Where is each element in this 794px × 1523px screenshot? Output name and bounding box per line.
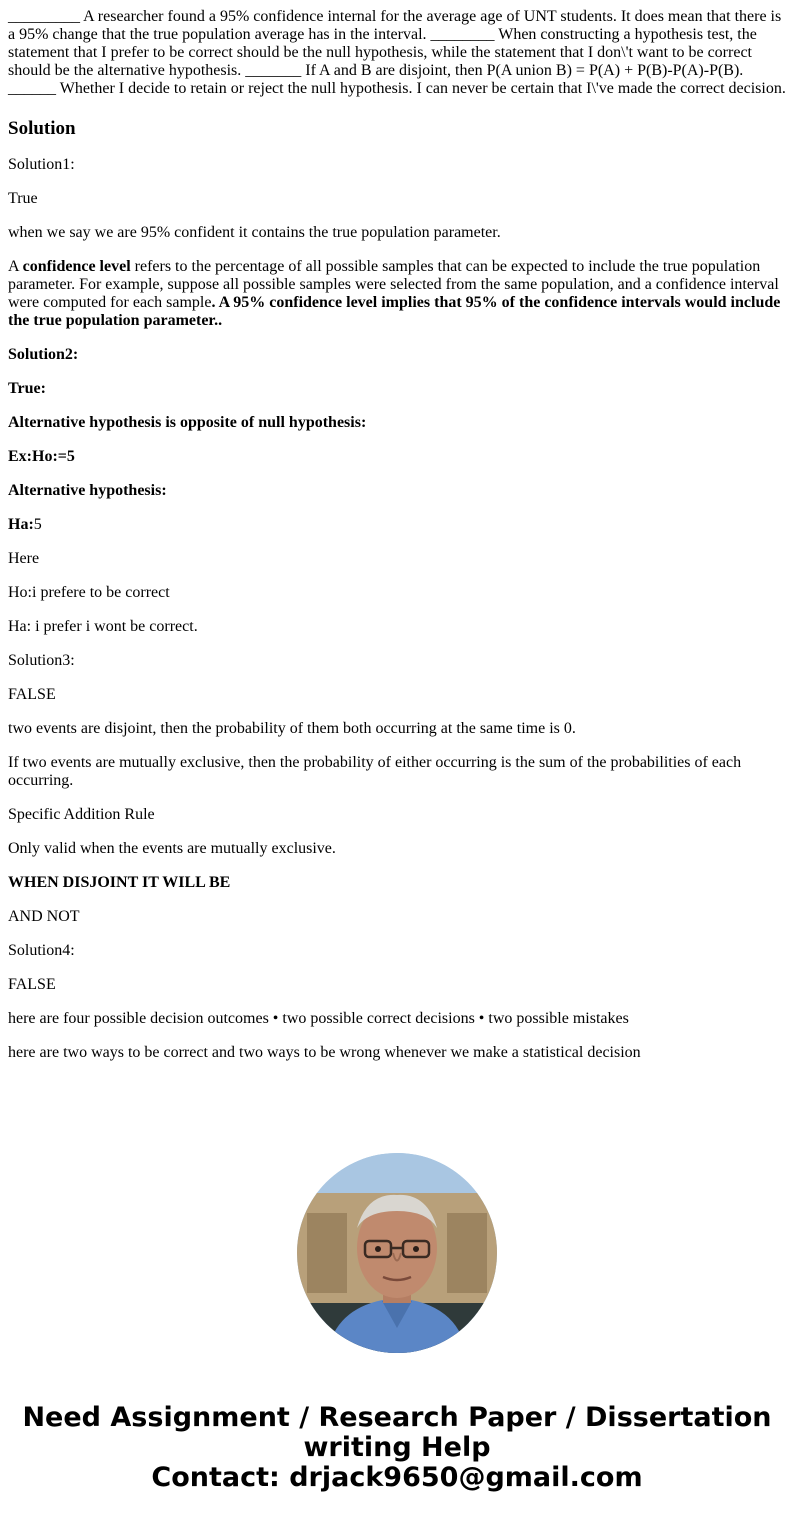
solution2-here: Here: [8, 550, 40, 567]
solution3-line1: two events are disjoint, then the probability of them both occurring at the same time is 0.: [8, 720, 576, 737]
answers-block: [8, 156, 790, 1078]
banner-line2: writing Help: [303, 1432, 491, 1463]
solution2-ho: Ho:i prefere to be correct: [8, 584, 170, 601]
solution2-ex-text: Ex:Ho:=5: [8, 448, 75, 465]
solution2-ha-line: [8, 516, 790, 534]
contact-banner: [0, 1403, 794, 1493]
solution1-para-a: A: [8, 258, 23, 275]
solution2-ha-value: 5: [33, 516, 42, 533]
solution4-verdict: FALSE: [8, 976, 56, 993]
banner-contact: Contact: drjack9650@gmail.com: [151, 1462, 643, 1493]
solution3-rule: Specific Addition Rule: [8, 806, 155, 823]
solution1-para-bold1: confidence level: [22, 258, 131, 275]
solution2-label: [8, 346, 790, 364]
solution3-when-text: WHEN DISJOINT IT WILL BE: [8, 874, 231, 891]
solution2-verdict-text: True:: [8, 380, 46, 397]
solution2-ex: [8, 448, 790, 466]
solution-heading: Solution: [8, 118, 76, 139]
question-text: _________ A researcher found a 95% confidence internal for the average age of UNT students. It does mean that there is a 95% change that the true population average has in the interval. ________ When constructing a hypothesis test, the statement that I prefer to be correct should be the null hypothesis, while the statement that I don\'t want to be correct should be the alternative hypothesis. _______ If A and B are disjoint, then P(A union B) = P(A) + P(B)-P(A)-P(B). ______ Whether I decide to retain or reject the null hypothesis. I can never be certain that I\'ve made the correct decision.: [8, 8, 786, 97]
solution4-line1: here are four possible decision outcomes • two possible correct decisions • two possible mistakes: [8, 1010, 629, 1027]
solution2-verdict: [8, 380, 790, 398]
question-block: [8, 8, 790, 98]
solution2-line1: [8, 414, 790, 432]
solution1-para-bold2: . A 95% confidence level implies that 95% of the confidence intervals would include the true population parameter..: [8, 294, 781, 329]
solution2-line1-text: Alternative hypothesis is opposite of null hypothesis:: [8, 414, 367, 431]
avatar: [297, 1153, 497, 1353]
solution1-label: Solution1:: [8, 156, 75, 173]
solution2-ha-label: Ha:: [8, 516, 34, 533]
solution2-alt: [8, 482, 790, 500]
solution1-line: when we say we are 95% confident it contains the true population parameter.: [8, 224, 501, 241]
solution2-alt-text: Alternative hypothesis:: [8, 482, 167, 499]
solution3-label: Solution3:: [8, 652, 75, 669]
solution4-label: Solution4:: [8, 942, 75, 959]
avatar-portrait-icon: [297, 1153, 497, 1353]
solution3-line2: If two events are mutually exclusive, then the probability of either occurring is the sum of the probabilities of each occurring.: [8, 754, 742, 789]
solution3-andnot: AND NOT: [8, 908, 80, 925]
solution2-ha: Ha: i prefer i wont be correct.: [8, 618, 198, 635]
solution3-verdict: FALSE: [8, 686, 56, 703]
banner-line1: Need Assignment / Research Paper / Dissertation: [22, 1402, 772, 1433]
solution1-verdict: True: [8, 190, 38, 207]
solution3-valid: Only valid when the events are mutually exclusive.: [8, 840, 336, 857]
solution3-when: [8, 874, 790, 892]
solution1-para-b: refers to the percentage of all possible samples that can be expected to include the true population parameter. For example, suppose all possible samples were selected from the same population, and a confidence interval were computed for each sample: [8, 258, 779, 311]
solution2-label-text: Solution2:: [8, 346, 79, 363]
solution1-paragraph: [8, 258, 790, 330]
solution4-line2: here are two ways to be correct and two ways to be wrong whenever we make a statistical decision: [8, 1044, 641, 1061]
